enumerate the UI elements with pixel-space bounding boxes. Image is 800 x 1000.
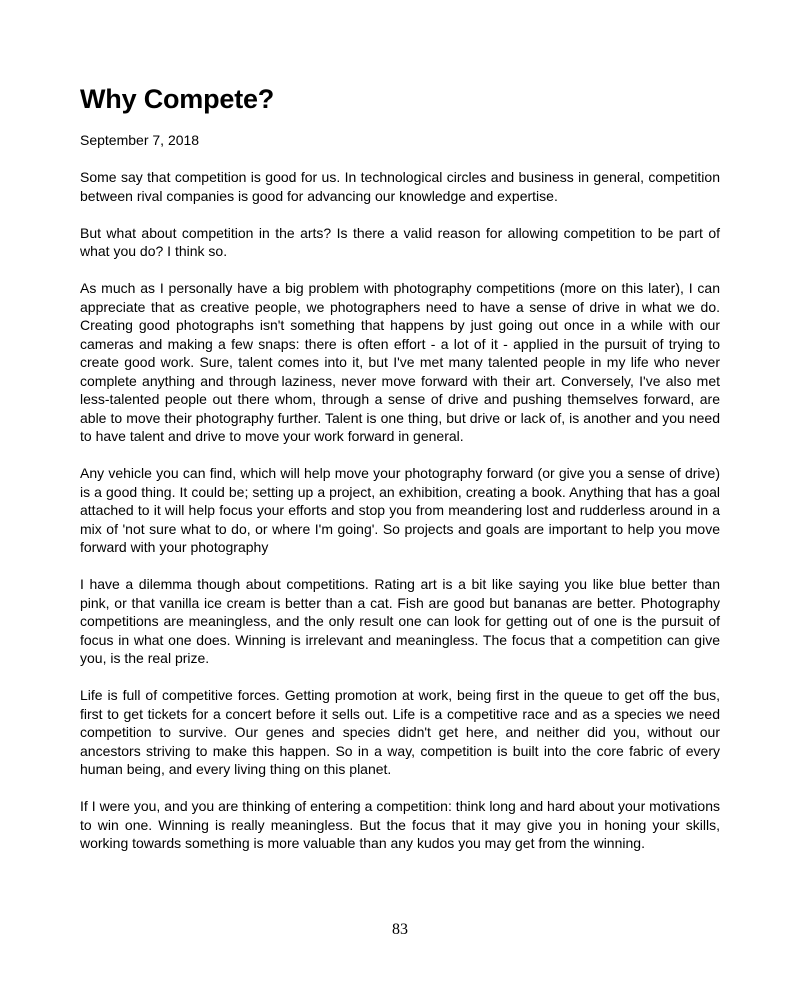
paragraph-1: Some say that competition is good for us. In technological circles and business in general, competition between rival companies is good for advancing our knowledge and expertise. <box>80 169 720 204</box>
paragraph-7: If I were you, and you are thinking of entering a competition: think long and hard about your motivations to win one. Winning is really meaningless. But the focus that it may give you in honing your skills, working towards something is more valuable than any kudos you may get from the winning. <box>80 798 720 851</box>
paragraph-3: As much as I personally have a big problem with photography competitions (more on this later), I can appreciate that as creative people, we photographers need to have a sense of drive in what we do. Creating good photographs isn't something that happens by just going out once in a while with our cameras and making a few snaps: there is often effort - a lot of it - applied in the pursuit of trying to create good work. Sure, talent comes into it, but I've met many talented people in my life who never complete anything and through laziness, never move forward with their art. Conversely, I've also met less-talented people out there whom, through a sense of drive and pushing themselves forward, are able to move their photography further. Talent is one thing, but drive or lack of, is another and you need to have talent and drive to move your work forward in general. <box>80 280 720 444</box>
article-date: September 7, 2018 <box>80 132 200 148</box>
paragraph-2: But what about competition in the arts? Is there a valid reason for allowing competition to be part of what you do? I think so. <box>80 224 720 259</box>
page-number: 83 <box>392 921 408 938</box>
paragraph-5: I have a dilemma though about competitions. Rating art is a bit like saying you like blue better than pink, or that vanilla ice cream is better than a cat. Fish are good but bananas are better. Photography competitions are meaningless, and the only result one can look for getting out of one is the pursuit of focus in what one does. Winning is irrelevant and meaningless. The focus that a competition can give you, is the real prize. <box>80 576 720 666</box>
article-title: Why Compete? <box>80 84 275 114</box>
article <box>80 82 720 871</box>
paragraph-4: Any vehicle you can find, which will help move your photography forward (or give you a sense of drive) is a good thing. It could be; setting up a project, an exhibition, creating a book. Anything that has a goal attached to it will help focus your efforts and stop you from meandering lost and rudderless around in a mix of 'not sure what to do, or where I'm going'. So projects and goals are important to help you move forward with your photography <box>80 465 720 555</box>
paragraph-6: Life is full of competitive forces. Getting promotion at work, being first in the queue to get off the bus, first to get tickets for a concert before it sells out. Life is a competitive race and as a species we need competition to survive. Our genes and species didn't get here, and neither did you, without our ancestors striving to make this happen. So in a way, competition is built into the core fabric of every human being, and every living thing on this planet. <box>80 687 720 777</box>
